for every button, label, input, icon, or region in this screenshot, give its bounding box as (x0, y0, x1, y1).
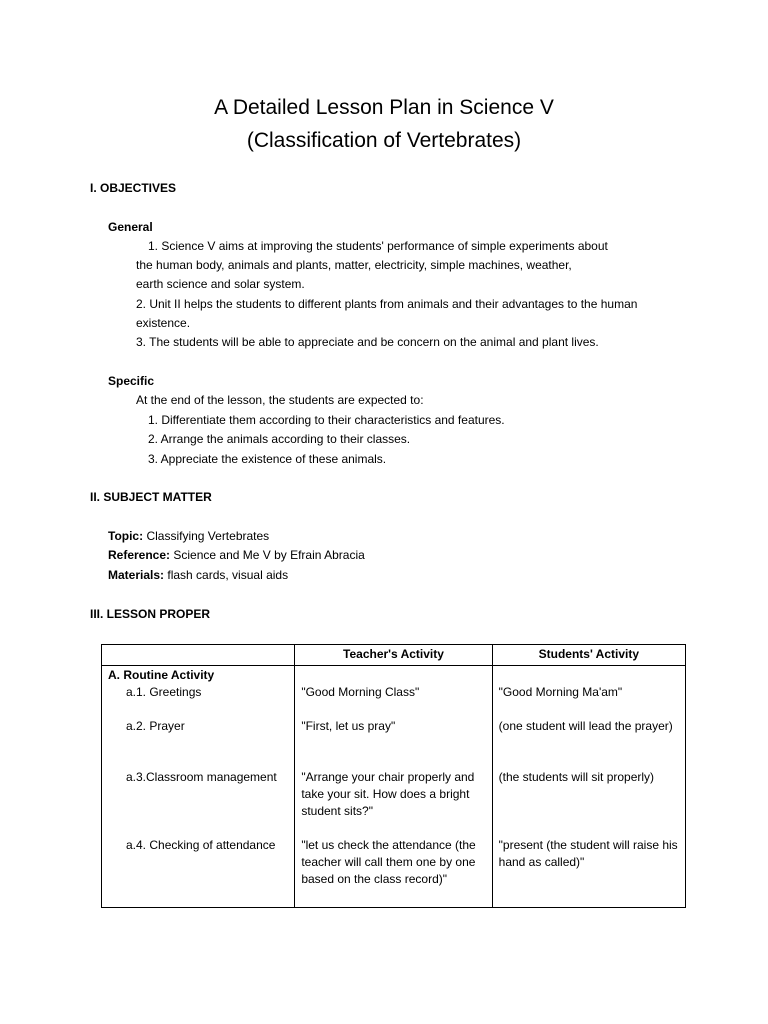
table-cell-steps (102, 666, 295, 908)
general-heading: General (108, 220, 153, 234)
specific-heading: Specific (108, 374, 155, 388)
document-title-line-2: (Classification of Vertebrates) (246, 129, 522, 152)
general-line-6: 3. The students will be able to appreciate and be concern on the animal and plant lives. (136, 335, 599, 349)
table-body-row (102, 666, 686, 908)
table-cell-students (492, 666, 685, 908)
materials-line (108, 566, 288, 585)
general-line-1: 1. Science V aims at improving the students' performance of simple experiments about (148, 239, 608, 253)
topic-label: Topic: (108, 529, 144, 543)
students-checking-attendance: "present (the student will raise his hand as called)" (498, 838, 678, 869)
teacher-classroom-management: "Arrange your chair properly and take your sit. How does a bright student sits?" (301, 770, 475, 818)
teacher-prayer: "First, let us pray" (301, 719, 396, 733)
step-greetings: a.1. Greetings (126, 685, 202, 699)
step-classroom-management: a.3.Classroom management (126, 770, 277, 784)
table-header-row (102, 645, 686, 666)
specific-item-2: 2. Arrange the animals according to their classes. (148, 432, 411, 446)
general-line-4: 2. Unit II helps the students to different plants from animals and their advantages to the human (136, 297, 638, 311)
table-header-step (102, 645, 295, 666)
table-header-teacher: Teacher's Activity (295, 645, 492, 666)
general-line-3: earth science and solar system. (136, 277, 305, 291)
reference-line (108, 546, 365, 565)
students-prayer: (one student will lead the prayer) (498, 719, 673, 733)
teacher-checking-attendance: "let us check the attendance (the teacher will call them one by one based on the class record)" (301, 838, 476, 886)
students-greetings: "Good Morning Ma'am" (498, 685, 623, 699)
specific-item-1: 1. Differentiate them according to their characteristics and features. (148, 413, 505, 427)
step-prayer: a.2. Prayer (126, 719, 185, 733)
subject-matter-heading: II. SUBJECT MATTER (90, 490, 212, 504)
lesson-proper-heading: III. LESSON PROPER (90, 607, 211, 621)
students-classroom-management: (the students will sit properly) (498, 770, 655, 784)
step-checking-attendance: a.4. Checking of attendance (126, 838, 276, 852)
document-title-line-1: A Detailed Lesson Plan in Science V (214, 96, 554, 119)
reference-value: Science and Me V by Efrain Abracia (170, 548, 365, 562)
topic-value: Classifying Vertebrates (143, 529, 270, 543)
topic-line (108, 527, 269, 546)
lesson-activity-table (101, 644, 686, 908)
routine-activity-label: A. Routine Activity (108, 668, 215, 682)
specific-item-3: 3. Appreciate the existence of these animals. (148, 452, 387, 466)
specific-intro: At the end of the lesson, the students are expected to: (136, 393, 424, 407)
materials-value: flash cards, visual aids (164, 568, 289, 582)
table-header-students: Students' Activity (492, 645, 685, 666)
materials-label: Materials: (108, 568, 165, 582)
objectives-heading: I. OBJECTIVES (90, 181, 177, 195)
general-line-5: existence. (136, 316, 191, 330)
table-cell-teacher (295, 666, 492, 908)
reference-label: Reference: (108, 548, 171, 562)
general-line-2: the human body, animals and plants, matter, electricity, simple machines, weather, (136, 258, 572, 272)
teacher-greetings: "Good Morning Class" (301, 685, 420, 699)
